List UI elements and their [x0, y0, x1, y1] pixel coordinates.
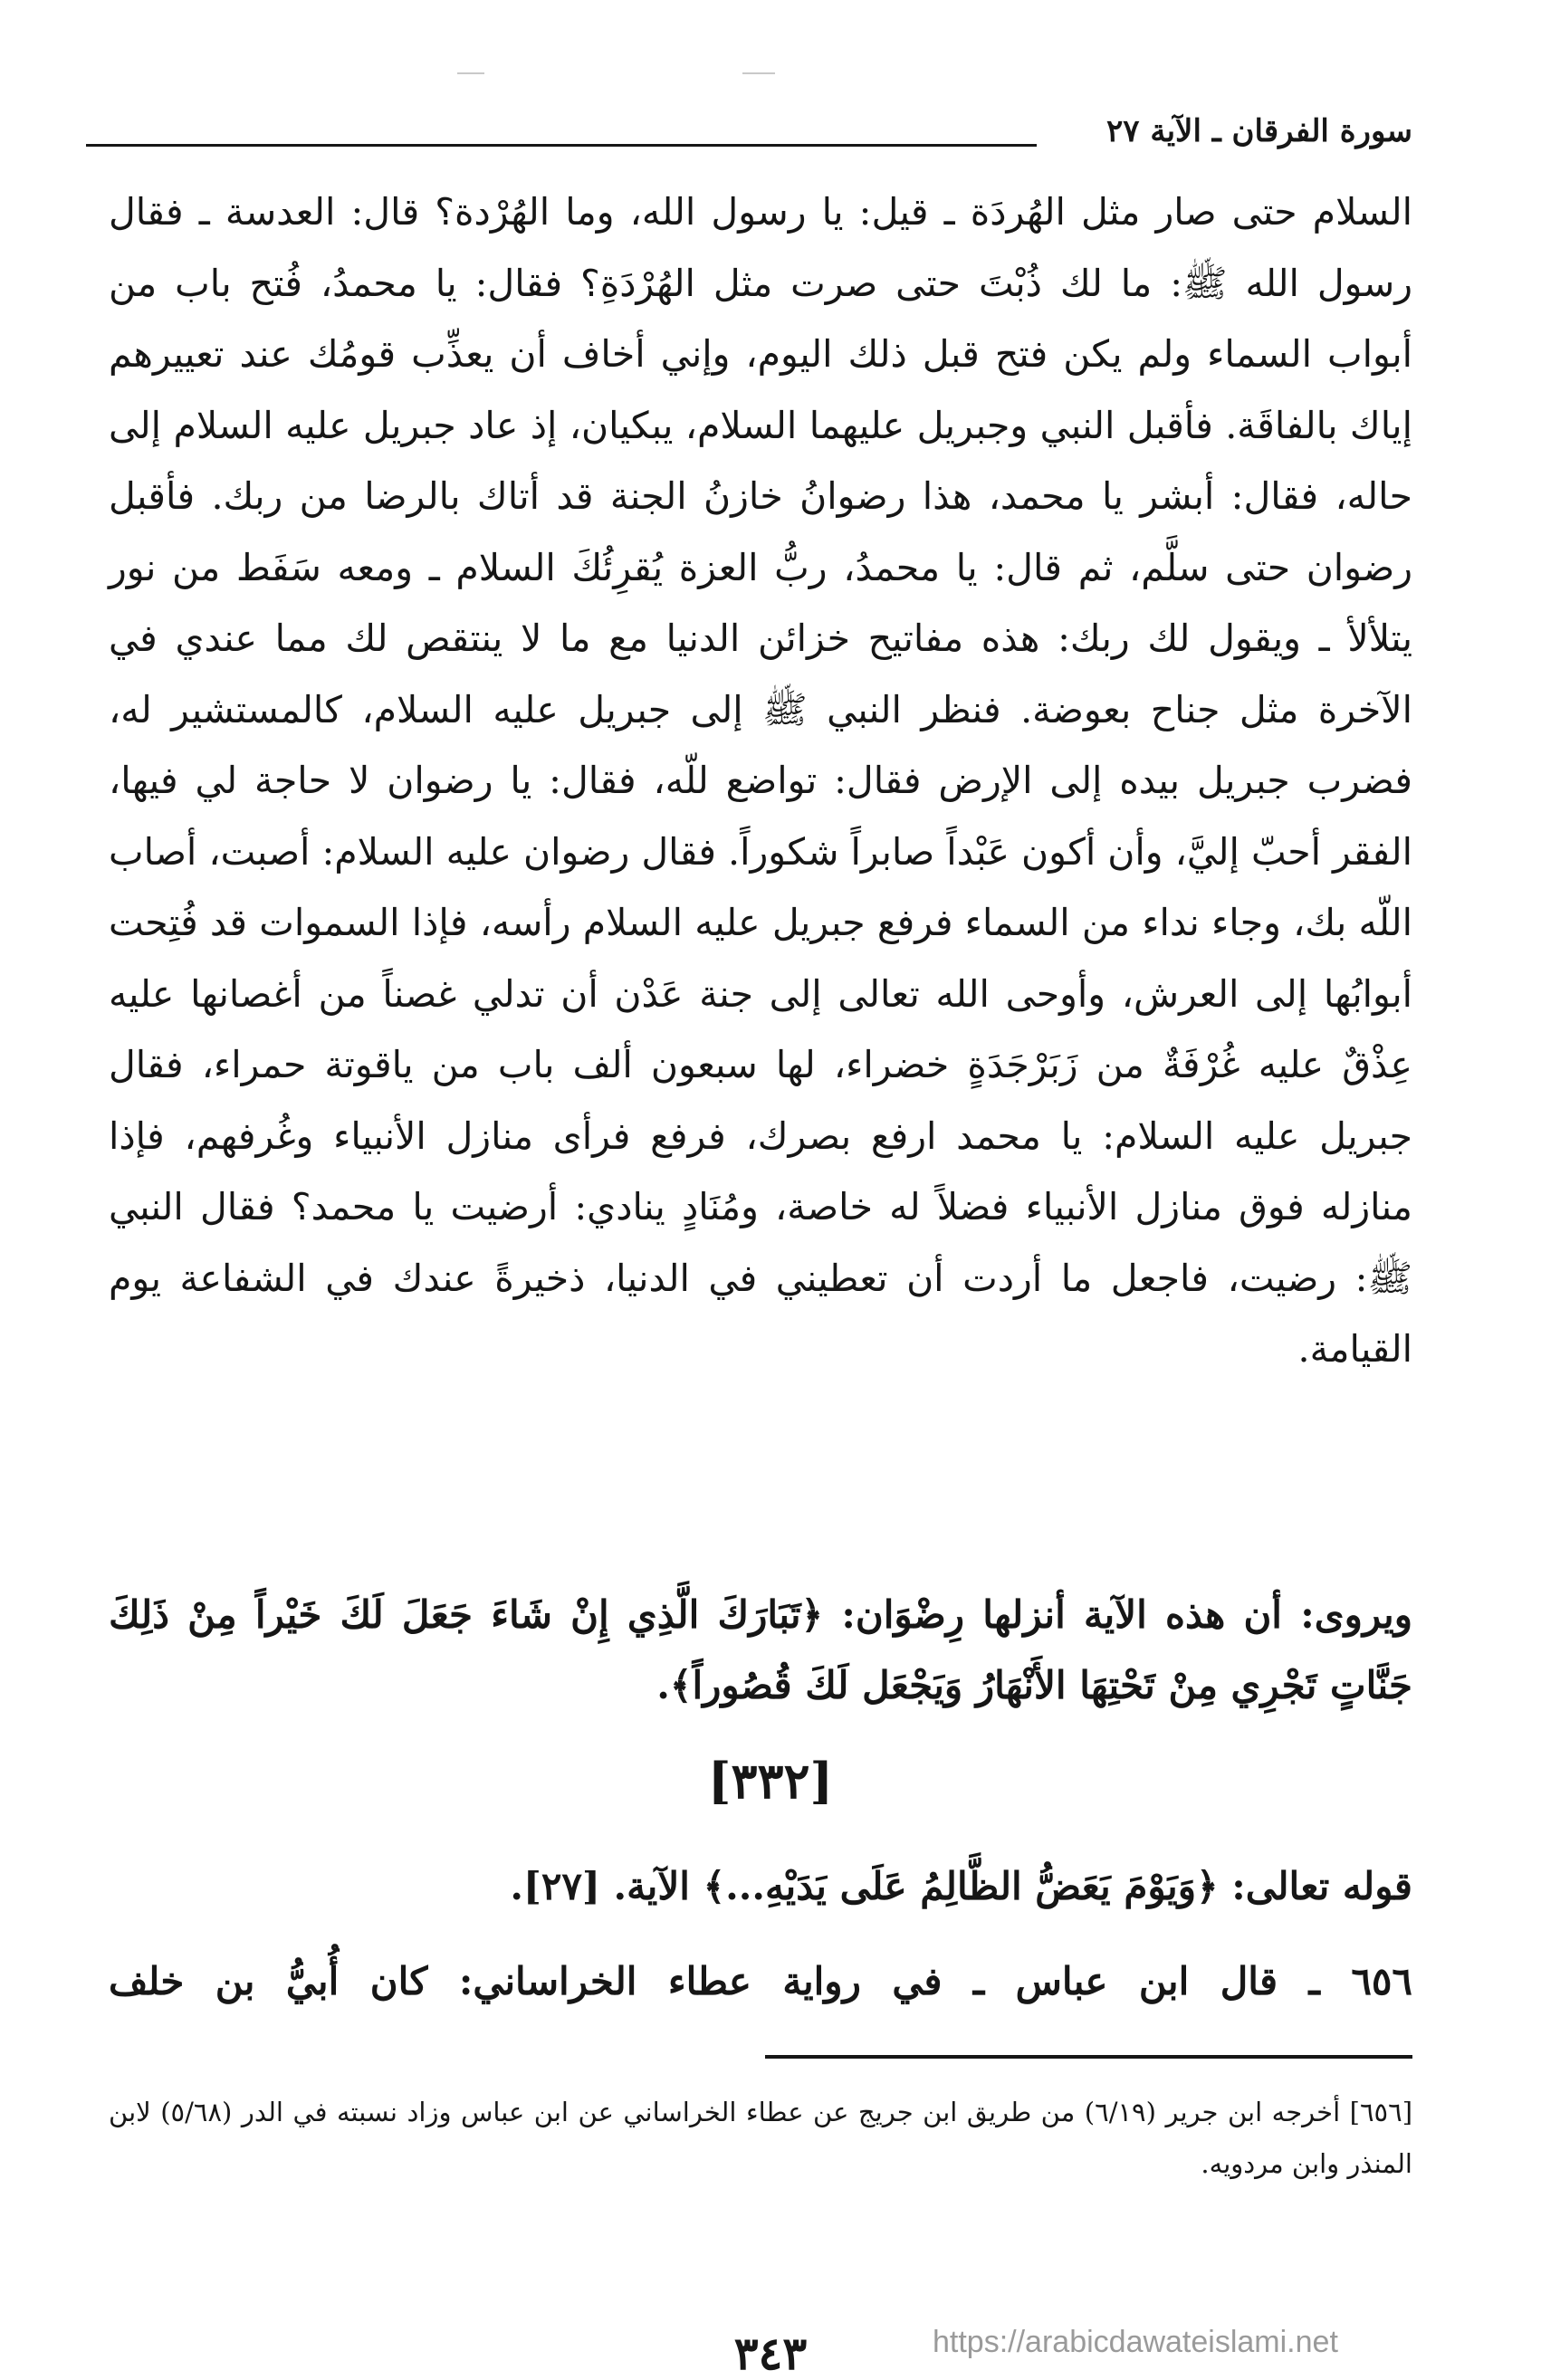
scan-mark — [457, 72, 484, 74]
watermark: https://arabicdawateislami.net — [933, 2325, 1338, 2359]
footnote-text: [٦٥٦] أخرجه ابن جرير (٦/١٩) من طريق ابن جريج عن عطاء الخراساني عن ابن عباس وزاد نسبته في الدر (٥/٦٨) لابن المنذر وابن مردويه. — [109, 2097, 1413, 2179]
page-number: ٣٤٣ — [733, 2327, 808, 2380]
paragraph: ويروى: أن هذه الآية أنزلها رِضْوَان: ﴿تَبَارَكَ الَّذِي إِنْ شَاءَ جَعَلَ لَكَ خَيْراً مِنْ ذَلِكَ جَنَّاتٍ تَجْرِي مِنْ تَحْتِهَا الأَنْهَارُ وَيَجْعَل لَكَ قُصُوراً﴾. — [109, 1592, 1412, 1707]
quran-paragraph — [109, 1580, 1412, 1721]
section-number: [٣٣٢] — [707, 1752, 834, 1810]
main-text — [109, 177, 1412, 1385]
running-header — [86, 113, 1412, 167]
footnote-rule — [765, 2055, 1412, 2059]
header-title: سورة الفرقان ـ الآية ٢٧ — [1106, 113, 1412, 149]
footnote — [109, 2087, 1412, 2190]
verse-intro: قوله تعالى: ﴿وَيَوْمَ يَعَضُّ الظَّالِمُ عَلَى يَدَيْهِ...﴾ الآية. [٢٧]. — [510, 1864, 1412, 1908]
scan-mark — [742, 72, 775, 74]
narration-start: ٦٥٦ ـ قال ابن عباس ـ في رواية عطاء الخراساني: كان أُبيُّ بن خلف — [109, 1959, 1412, 2003]
paragraph: السلام حتى صار مثل الهُردَة ـ قيل: يا رسول الله، وما الهُرْدة؟ قال: العدسة ـ فقال رسول الله ﷺ: ما لك ذُبْتَ حتى صرت مثل الهُرْدَةِ؟ فقال: يا محمدُ، فُتح باب من أبواب السماء ولم يكن فتح قبل ذلك اليوم، وإني أخاف أن يعذِّب قومُك عند تعييرهم إياك بالفاقَة. فأقبل النبي وجبريل عليهما السلام، يبكيان، إذ عاد جبريل عليه السلام إلى حاله، فقال: أبشر يا محمد، هذا رضوانُ خازنُ الجنة قد أتاك بالرضا من ربك. فأقبل رضوان حتى سلَّم، ثم قال: يا محمدُ، ربُّ العزة يُقرِئُكَ السلام ـ ومعه سَفَط من نور يتلألأ ـ ويقول لك ربك: هذه مفاتيح خزائن الدنيا مع ما لا ينتقص لك مما عندي في الآخرة مثل جناح بعوضة. فنظر النبي ﷺ إلى جبريل عليه السلام، كالمستشير له، فضرب جبريل بيده إلى الإرض فقال: تواضع للّه، فقال: يا رضوان لا حاجة لي فيها، الفقر أحبّ إليَّ، وأن أكون عَبْداً صابراً شكوراً. فقال رضوان عليه السلام: أصبت، أصاب اللّه بك، وجاء نداء من السماء فرفع جبريل عليه السلام رأسه، فإذا السموات قد فُتِحت أبوابُها إلى العرش، وأوحى الله تعالى إلى جنة عَدْن أن تدلي غصناً من أغصانها عليه عِذْقٌ عليه غُرْفَةٌ من زَبَرْجَدَةٍ خضراء، لها سبعون ألف باب من ياقوتة حمراء، فقال جبريل عليه السلام: يا محمد ارفع بصرك، فرفع فرأى منازل الأنبياء وغُرفهم، فإذا منازله فوق منازل الأنبياء فضلاً له خاصة، ومُنَادٍ ينادي: أرضيت يا محمد؟ فقال النبي ﷺ: رضيت، فاجعل ما أردت أن تعطيني في الدنيا، ذخيرةً عندك في الشفاعة يوم القيامة. — [109, 190, 1412, 1371]
header-rule — [86, 144, 1037, 147]
